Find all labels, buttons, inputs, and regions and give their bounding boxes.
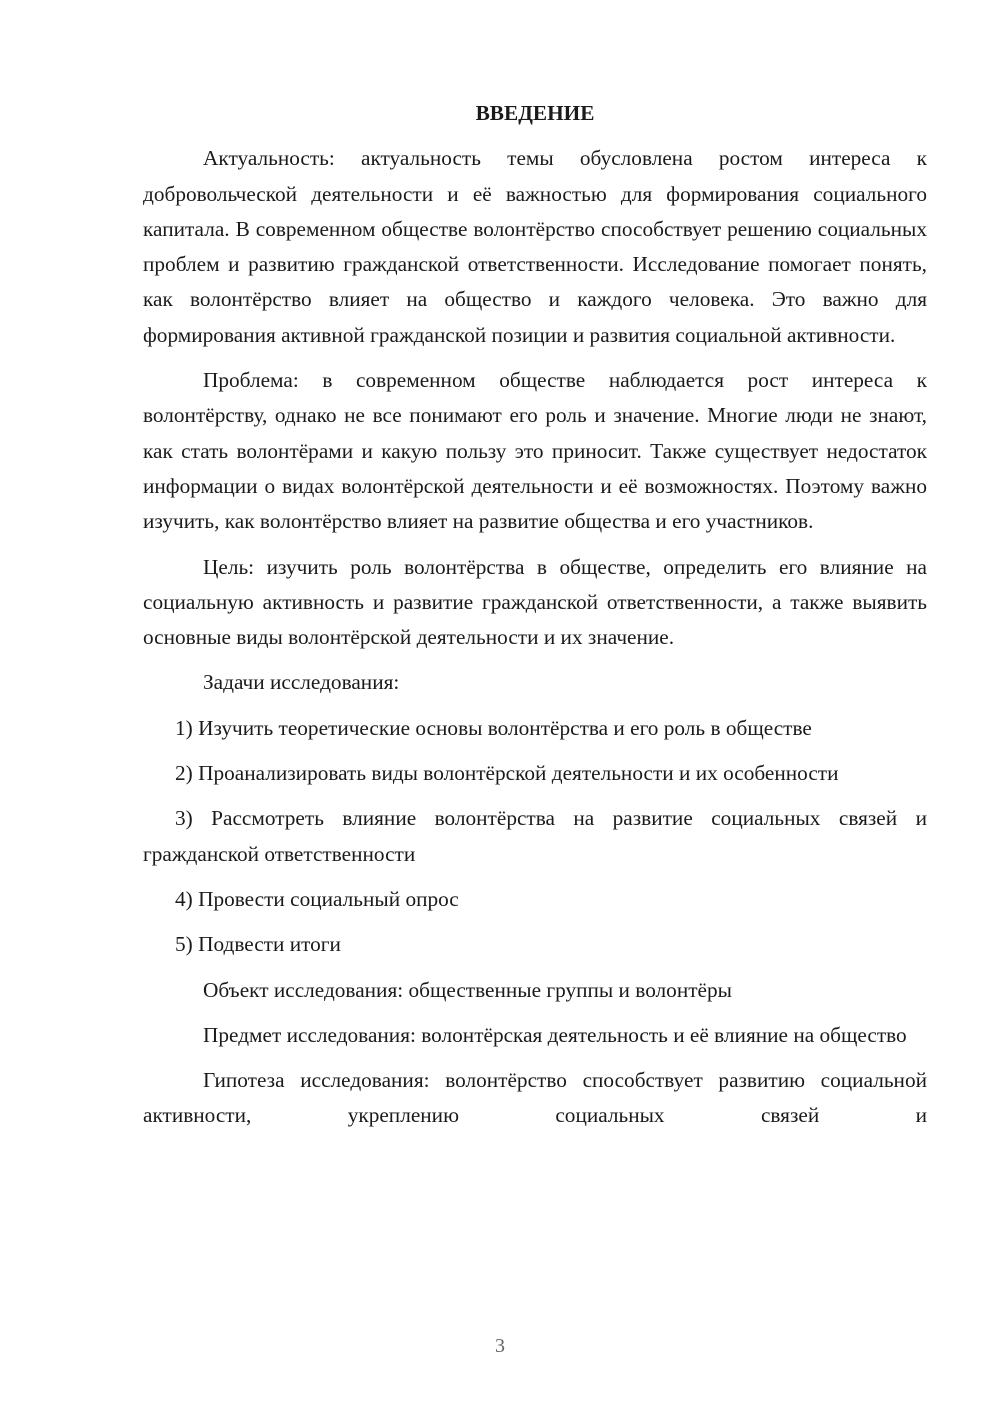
- paragraph-hypothesis: Гипотеза исследования: волонтёрство способствует развитию социальной активности, укреплению социальных связей и: [143, 1068, 927, 1128]
- task-item-1: 1) Изучить теоретические основы волонтёрства и его роль в обществе: [175, 715, 812, 740]
- task-item-3: 3) Рассмотреть влияние волонтёрства на развитие социальных связей и гражданской ответственности: [143, 806, 927, 866]
- paragraph-subject: Предмет исследования: волонтёрская деятельность и её влияние на общество: [203, 1022, 907, 1047]
- section-title: ВВЕДЕНИЕ: [475, 101, 595, 125]
- paragraph-problem: Проблема: в современном обществе наблюдается рост интереса к волонтёрству, однако не все понимают его роль и значение. Многие люди не знают, как стать волонтёрами и какую пользу это приносит. Также существует недостаток информации о видах волонтёрской деятельности и её возможностях. Поэтому важно изучить, как волонтёрство влияет на развитие общества и его участников.: [143, 368, 927, 534]
- tasks-heading: Задачи исследования:: [203, 670, 400, 695]
- paragraph-goal: Цель: изучить роль волонтёрства в обществе, определить его влияние на социальную активность и развитие гражданской ответственности, а также выявить основные виды волонтёрской деятельности и их значение.: [143, 554, 927, 650]
- document-page: [143, 96, 927, 1144]
- page-number: 3: [495, 1335, 505, 1357]
- task-item-2: 2) Проанализировать виды волонтёрской деятельности и их особенности: [175, 761, 839, 786]
- task-item-4: 4) Провести социальный опрос: [175, 886, 459, 911]
- tasks-list: [143, 711, 927, 963]
- paragraph-object: Объект исследования: общественные группы и волонтёры: [203, 977, 732, 1002]
- task-item-5: 5) Подвести итоги: [175, 932, 341, 957]
- paragraph-relevance: Актуальность: актуальность темы обусловлена ростом интереса к добровольческой деятельности и её важностью для формирования социального капитала. В современном обществе волонтёрство способствует решению социальных проблем и развитию гражданской ответственности. Исследование помогает понять, как волонтёрство влияет на общество и каждого человека. Это важно для формирования активной гражданской позиции и развития социальной активности.: [143, 146, 927, 347]
